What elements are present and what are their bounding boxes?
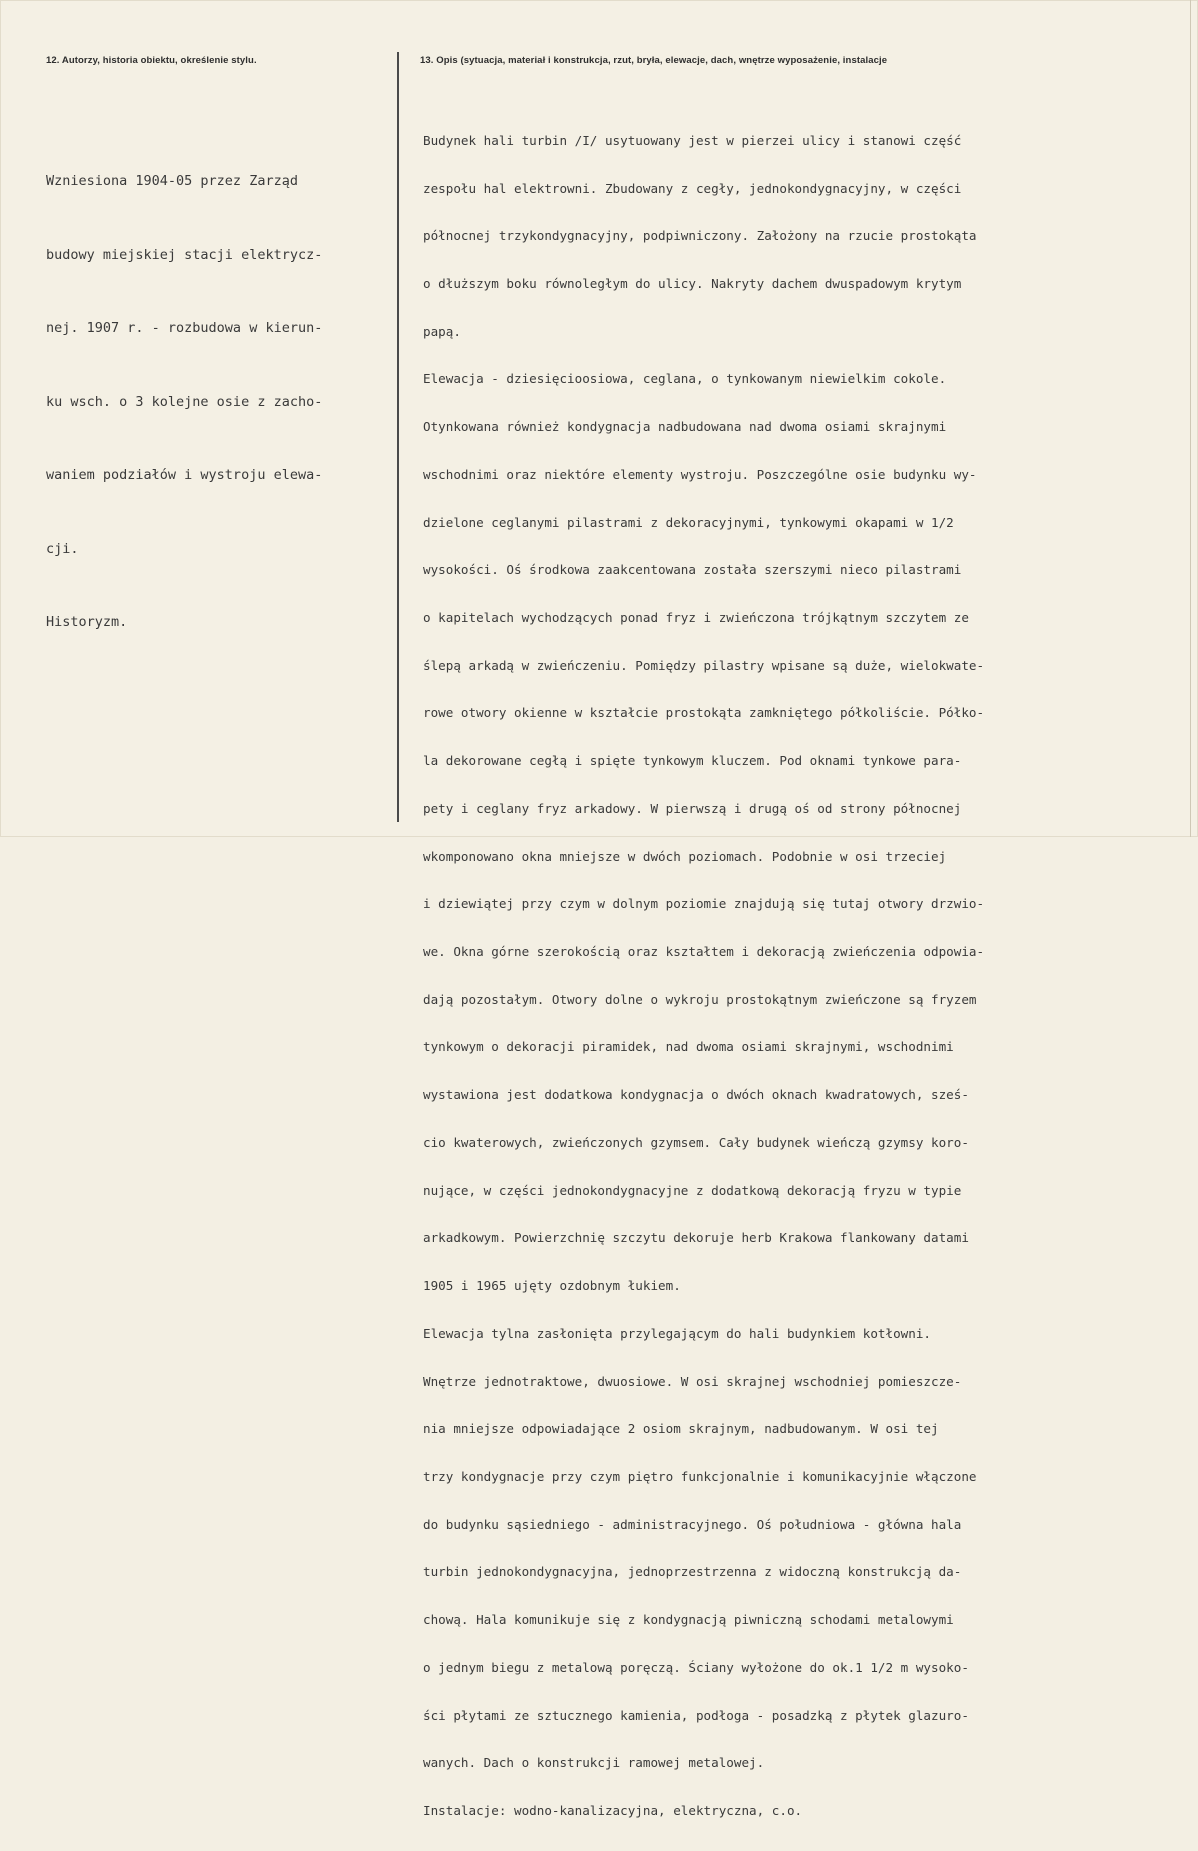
history-line: ku wsch. o 3 kolejne osie z zacho- — [46, 393, 323, 410]
description-line: wystawiona jest dodatkowa kondygnacja o dwóch oknach kwadratowych, sześ- — [423, 1087, 969, 1103]
description-line: Elewacja - dziesięcioosiowa, ceglana, o tynkowanym niewielkim cokole. — [423, 371, 947, 387]
description-line: wysokości. Oś środkowa zaakcentowana została szerszymi nieco pilastrami — [423, 562, 962, 578]
description-line: arkadkowym. Powierzchnię szczytu dekoruje herb Krakowa flankowany datami — [423, 1230, 969, 1246]
description-line: Otynkowana również kondygnacja nadbudowana nad dwoma osiami skrajnymi — [423, 419, 947, 435]
description-line: trzy kondygnacje przy czym piętro funkcjonalnie i komunikacyjnie włączone — [423, 1468, 977, 1484]
description-line: cio kwaterowych, zwieńczonych gzymsem. Cały budynek wieńczą gzymsy koro- — [423, 1134, 969, 1150]
column-divider — [397, 52, 399, 822]
description-line: wschodnimi oraz niektóre elementy wystroju. Poszczególne osie budynku wy- — [423, 466, 977, 482]
description-line: wkomponowano okna mniejsze w dwóch poziomach. Podobnie w osi trzeciej — [423, 848, 947, 864]
description-line: północnej trzykondygnacyjny, podpiwniczony. Założony na rzucie prostokąta — [423, 228, 977, 244]
history-line: Wzniesiona 1904-05 przez Zarząd — [46, 173, 298, 189]
description-line: ści płytami ze sztucznego kamienia, podłoga - posadzką z płytek glazuro- — [423, 1707, 969, 1723]
description-line: Wnętrze jednotraktowe, dwuosiowe. W osi skrajnej wschodniej pomieszcze- — [423, 1373, 962, 1389]
card-edge — [1190, 0, 1191, 837]
description-line: pety i ceglany fryz arkadowy. W pierwszą i drugą oś od strony północnej — [423, 800, 962, 816]
description-line: rowe otwory okienne w kształcie prostokąta zamkniętego półkoliście. Półko- — [423, 705, 985, 721]
description-line: zespołu hal elektrowni. Zbudowany z cegły, jednokondygnacyjny, w części — [423, 180, 962, 196]
description-line: dają pozostałym. Otwory dolne o wykroju prostokątnym zwieńczone są fryzem — [423, 991, 977, 1007]
history-line: budowy miejskiej stacji elektrycz- — [46, 246, 323, 263]
description-line: o dłuższym boku równoległym do ulicy. Nakryty dachem dwuspadowym krytym — [423, 275, 962, 291]
description-line: Budynek hali turbin /I/ usytuowany jest w pierzei ulicy i stanowi część — [423, 132, 962, 148]
description-line: la dekorowane cegłą i spięte tynkowym kluczem. Pod oknami tynkowe para- — [423, 753, 962, 769]
description-line: do budynku sąsiedniego - administracyjnego. Oś południowa - główna hala — [423, 1516, 962, 1532]
section-12-header: 12. Autorzy, historia obiektu, określenie stylu. — [46, 55, 257, 66]
description-line: Elewacja tylna zasłonięta przylegającym do hali budynkiem kotłowni. — [423, 1325, 931, 1341]
description-line: nujące, w części jednokondygnacyjne z dodatkową dekoracją fryzu w typie — [423, 1182, 962, 1198]
description-line: wanych. Dach o konstrukcji ramowej metalowej. — [423, 1755, 765, 1771]
history-line: cji. — [46, 540, 79, 557]
description-line: o kapitelach wychodzących ponad fryz i zwieńczona trójkątnym szczytem ze — [423, 610, 969, 625]
description-line: tynkowym o dekoracji piramidek, nad dwoma osiami skrajnymi, wschodnimi — [423, 1039, 954, 1055]
history-line: Historyzm. — [46, 614, 128, 630]
history-line: waniem podziałów i wystroju elewa- — [46, 467, 323, 483]
description-line: dzielone ceglanymi pilastrami z dekoracyjnymi, tynkowymi okapami w 1/2 — [423, 514, 954, 530]
description-line: o jednym biegu z metalową poręczą. Ściany wyłożone do ok.1 1/2 m wysoko- — [423, 1659, 969, 1675]
description-line: we. Okna górne szerokością oraz kształtem i dekoracją zwieńczenia odpowia- — [423, 944, 985, 960]
section-13-header: 13. Opis (sytuacja, materiał i konstrukcja, rzut, bryła, elewacje, dach, wnętrze wyposażenie, instalacje — [420, 55, 888, 66]
description-text — [423, 101, 984, 1851]
description-line: Instalacje: wodno-kanalizacyjna, elektryczna, c.o. — [423, 1802, 803, 1818]
description-line: chową. Hala komunikuje się z kondygnacją piwniczną schodami metalowymi — [423, 1612, 954, 1628]
description-line: ślepą arkadą w zwieńczeniu. Pomiędzy pilastry wpisane są duże, wielokwate- — [423, 657, 985, 673]
description-line: nia mniejsze odpowiadające 2 osiom skrajnym, nadbudowanym. W osi tej — [423, 1421, 939, 1437]
history-line: nej. 1907 r. - rozbudowa w kierun- — [46, 320, 323, 336]
description-line: i dziewiątej przy czym w dolnym poziomie znajdują się tutaj otwory drzwio- — [423, 896, 985, 912]
description-line: 1905 i 1965 ujęty ozdobnym łukiem. — [423, 1278, 681, 1294]
history-text — [46, 120, 322, 684]
description-line: turbin jednokondygnacyjna, jednoprzestrzenna z widoczną konstrukcją da- — [423, 1564, 962, 1580]
description-line: papą. — [423, 323, 461, 339]
